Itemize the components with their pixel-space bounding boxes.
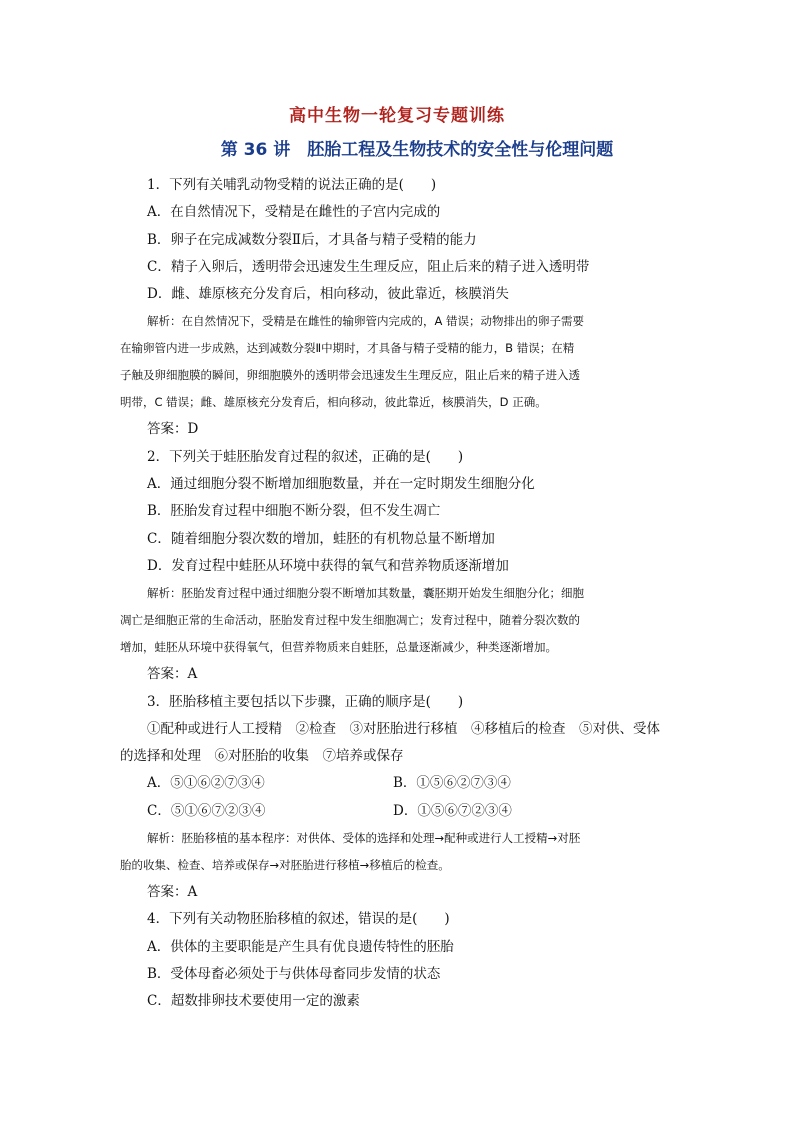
q3-option-a: A．⑤①⑥②⑦③④ bbox=[147, 775, 265, 792]
q2-explanation-line: 解析：胚胎发育过程中通过细胞分裂不断增加其数量，囊胚期开始发生细胞分化；细胞 bbox=[147, 586, 584, 601]
q3-explanation-line: 解析：胚胎移植的基本程序：对供体、受体的选择和处理→配种或进行人工授精→对胚 bbox=[147, 831, 581, 846]
q1-stem: 1．下列有关哺乳动物受精的说法正确的是( ) bbox=[147, 177, 437, 193]
q3-steps-line: ①配种或进行人工授精 ②检查 ③对胚胎进行移植 ④移植后的检查 ⑤对供、受体 bbox=[147, 720, 660, 737]
q2-stem: 2．下列关于蛙胚胎发育过程的叙述，正确的是( ) bbox=[147, 448, 464, 465]
q4-option-c: C．超数排卵技术要使用一定的激素 bbox=[147, 993, 360, 1010]
q2-option-a: A．通过细胞分裂不断增加细胞数量，并在一定时期发生细胞分化 bbox=[147, 476, 535, 493]
q1-option-b: B．卵子在完成减数分裂Ⅱ后，才具备与精子受精的能力 bbox=[147, 231, 477, 248]
q1-answer: 答案：D bbox=[147, 421, 199, 438]
q3-options-row bbox=[120, 770, 680, 797]
q1-explanation-line: 明带，C 错误；雌、雄原核充分发育后，相向移动，彼此靠近，核膜消失，D 正确。 bbox=[120, 395, 547, 410]
q3-explanation-line: 胎的收集、检查、培养或保存→对胚胎进行移植→移植后的检查。 bbox=[120, 858, 450, 873]
q1-explanation-line: 子触及卵细胞膜的瞬间，卵细胞膜外的透明带会迅速发生生理反应，阻止后来的精子进入透 bbox=[120, 368, 580, 383]
q3-stem: 3．胚胎移植主要包括以下步骤，正确的顺序是( ) bbox=[147, 693, 464, 710]
q4-option-b: B．受体母畜必须处于与供体母畜同步发情的状态 bbox=[147, 965, 441, 982]
q1-option-a: A．在自然情况下，受精是在雌性的子宫内完成的 bbox=[147, 204, 441, 221]
q1-option-d: D．雌、雄原核充分发育后，相向移动，彼此靠近，核膜消失 bbox=[147, 286, 509, 303]
q3-steps-line: 的选择和处理 ⑥对胚胎的收集 ⑦培养或保存 bbox=[120, 748, 404, 765]
q4-option-a: A．供体的主要职能是产生具有优良遗传特性的胚胎 bbox=[147, 938, 454, 955]
q2-answer: 答案：A bbox=[147, 666, 198, 683]
q2-option-d: D．发育过程中蛙胚从环境中获得的氧气和营养物质逐渐增加 bbox=[147, 557, 509, 574]
q2-option-c: C．随着细胞分裂次数的增加，蛙胚的有机物总量不断增加 bbox=[147, 530, 495, 547]
q2-explanation-line: 增加，蛙胚从环境中获得氧气，但营养物质来自蛙胚，总量逐渐减少，种类逐渐增加。 bbox=[120, 640, 557, 655]
q3-option-b: B．①⑤⑥②⑦③④ bbox=[393, 775, 511, 792]
lecture-title: 第 36 讲 胚胎工程及生物技术的安全性与伦理问题 bbox=[220, 140, 614, 160]
page-title: 高中生物一轮复习专题训练 bbox=[289, 106, 505, 126]
q3-option-c: C．⑤①⑥⑦②③④ bbox=[147, 802, 266, 819]
q3-option-d: D．①⑤⑥⑦②③④ bbox=[393, 802, 512, 819]
q3-options-row bbox=[120, 798, 680, 825]
q2-option-b: B．胚胎发育过程中细胞不断分裂，但不发生凋亡 bbox=[147, 503, 441, 520]
q3-answer: 答案：A bbox=[147, 884, 198, 901]
question-content bbox=[120, 172, 680, 1016]
q1-option-c: C．精子入卵后，透明带会迅速发生生理反应，阻止后来的精子进入透明带 bbox=[147, 258, 590, 275]
q1-explanation-line: 在输卵管内进一步成熟，达到减数分裂Ⅱ中期时，才具备与精子受精的能力，B 错误；在精 bbox=[120, 341, 575, 356]
q1-explanation-line: 解析：在自然情况下，受精是在雌性的输卵管内完成的，A 错误；动物排出的卵子需要 bbox=[147, 314, 585, 329]
q2-explanation-line: 凋亡是细胞正常的生命活动，胚胎发育过程中发生细胞凋亡；发育过程中，随着分裂次数的 bbox=[120, 613, 580, 628]
q4-stem: 4．下列有关动物胚胎移植的叙述，错误的是( ) bbox=[147, 911, 450, 928]
